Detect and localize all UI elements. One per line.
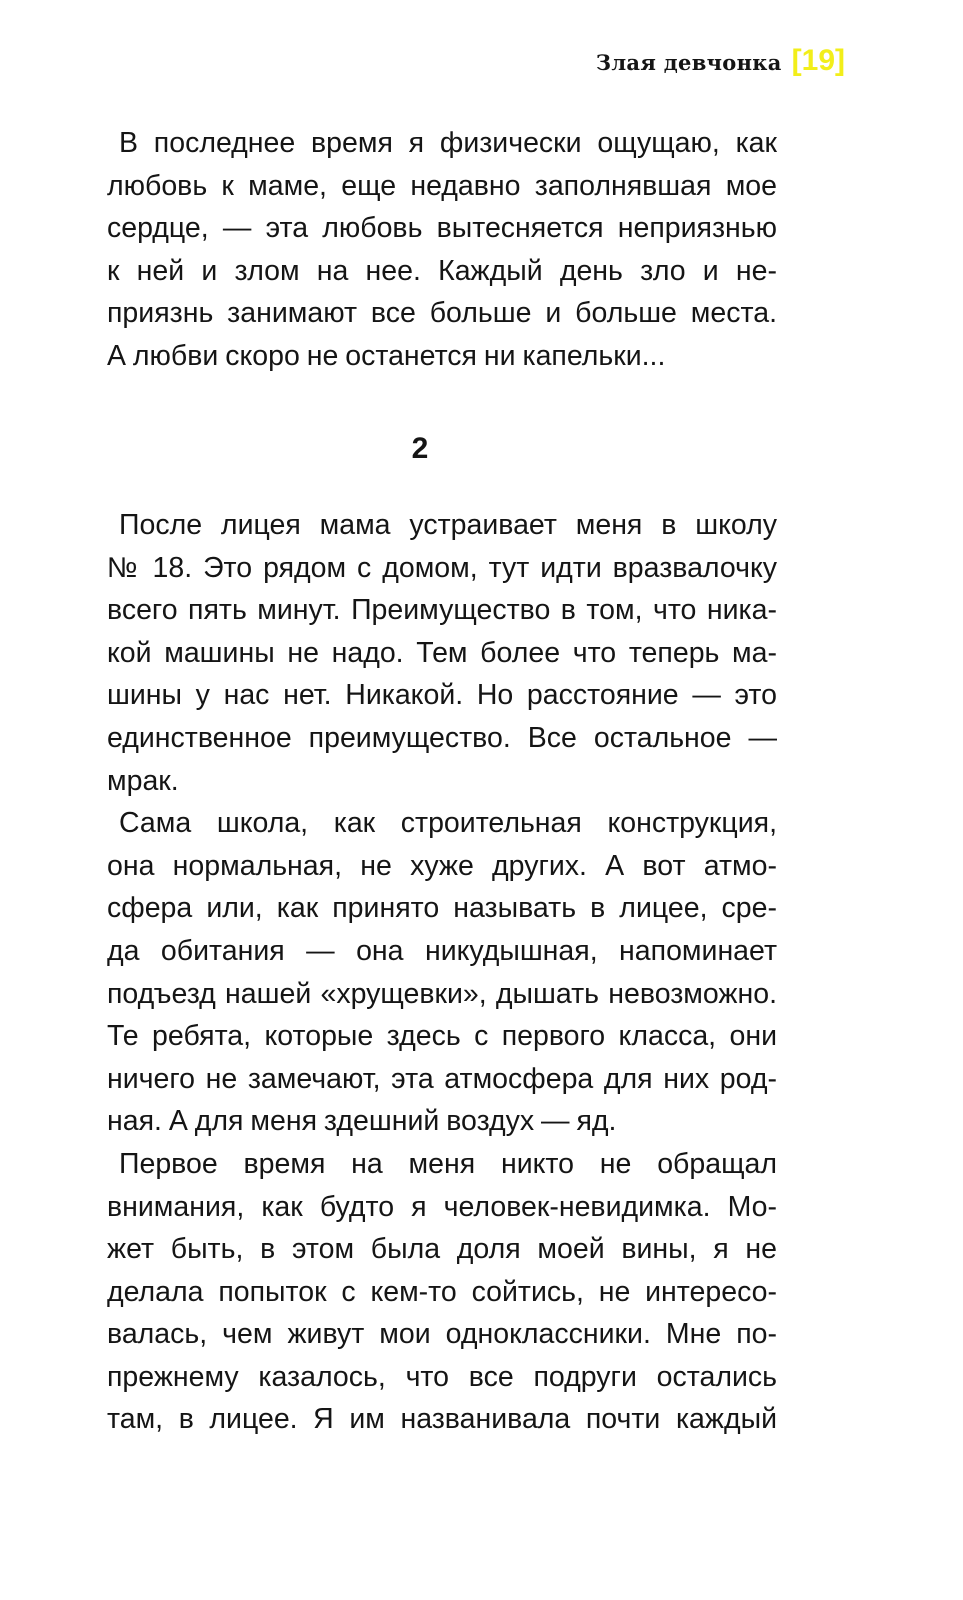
paragraph — [107, 802, 777, 1143]
running-header — [596, 44, 845, 78]
text-line: она нормальная, не хуже других. А вот атмо- — [107, 849, 777, 882]
text-line: всего пять минут. Преимущество в том, что ника- — [107, 594, 777, 627]
text-line: к ней и злом на нее. Каждый день зло и не- — [107, 254, 777, 287]
text-line: подъезд нашей «хрущевки», дышать невозможно. — [107, 977, 777, 1010]
text-line: делала попыток с кем-то сойтись, не интересо- — [107, 1275, 777, 1308]
running-title: Злая девчонка — [595, 50, 782, 75]
page-number: [19] — [791, 44, 845, 77]
paragraph — [107, 504, 777, 802]
text-line: внимания, как будто я человек-невидимка. Мо- — [107, 1190, 777, 1223]
paragraph — [107, 122, 777, 378]
text-line: единственное преимущество. Все остальное — — [107, 721, 777, 754]
text-line: ная. А для меня здешний воздух — яд. — [107, 1105, 617, 1138]
text-line: кой машины не надо. Тем более что теперь ма- — [107, 636, 777, 669]
body-text-chapter — [107, 504, 777, 1441]
text-line: шины у нас нет. Никакой. Но расстояние — это — [107, 679, 777, 712]
text-line: приязнь занимают все больше и больше места. — [107, 297, 777, 330]
text-line: А любви скоро не останется ни капельки... — [107, 339, 666, 372]
text-line: прежнему казалось, что все подруги остались — [107, 1360, 777, 1393]
text-line: Первое время на меня никто не обращал — [119, 1147, 777, 1180]
text-line: После лицея мама устраивает меня в школу — [119, 509, 777, 541]
text-line: № 18. Это рядом с домом, тут идти вразвалочку — [107, 551, 777, 584]
text-line: там, в лицее. Я им названивала почти каждый — [107, 1403, 777, 1436]
text-line: жет быть, в этом была доля моей вины, я не — [107, 1233, 777, 1266]
text-line: любовь к маме, еще недавно заполнявшая мое — [107, 169, 777, 202]
text-line: ничего не замечают, эта атмосфера для них род- — [107, 1062, 777, 1095]
text-line: сердце, — эта любовь вытесняется неприязнью — [107, 212, 777, 245]
body-text-top — [107, 122, 777, 378]
text-line: Те ребята, которые здесь с первого класса, они — [107, 1020, 777, 1053]
chapter-number: 2 — [411, 432, 429, 465]
text-line: В последнее время я физически ощущаю, как — [119, 127, 777, 159]
text-line: сфера или, как принято называть в лицее, сре- — [107, 892, 777, 925]
paragraph — [107, 1143, 777, 1441]
text-line: Сама школа, как строительная конструкция, — [119, 807, 777, 840]
text-line: мрак. — [107, 764, 179, 797]
text-line: валась, чем живут мои одноклассники. Мне по- — [107, 1318, 777, 1351]
text-line: да обитания — она никудышная, напоминает — [107, 934, 777, 967]
